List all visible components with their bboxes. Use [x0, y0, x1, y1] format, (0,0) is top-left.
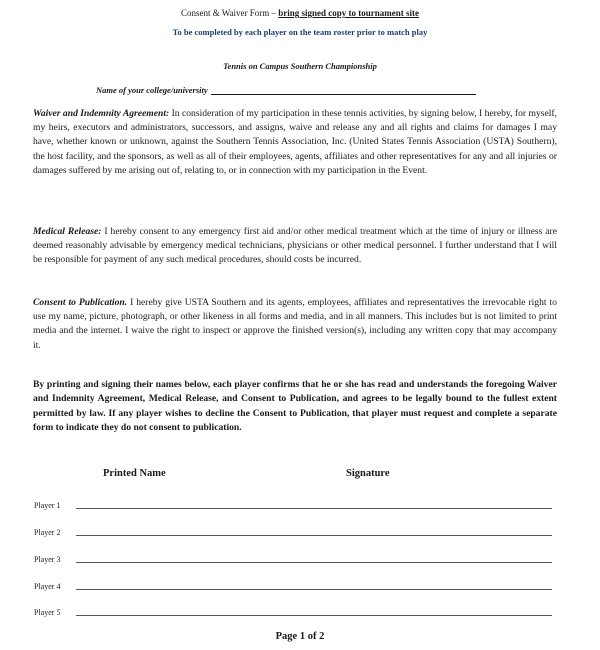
player-row-4 — [34, 579, 564, 593]
player-row-2 — [34, 525, 564, 539]
publication-paragraph — [33, 296, 557, 353]
player-row-5 — [34, 605, 564, 619]
player-2-name-line[interactable] — [76, 535, 328, 536]
college-input-line[interactable] — [211, 85, 476, 95]
player-4-name-line[interactable] — [76, 589, 328, 590]
player-3-name-line[interactable] — [76, 562, 328, 563]
medical-paragraph — [33, 225, 557, 268]
waiver-text: In consideration of my participation in these tennis activities, by signing below, I hereby, for myself, my heirs, executors and administrators, successors, and assigns, waive and release any and all rights and claims for damages I may have, whether known or unknown, against the Southern Tennis Association, Inc. (United States Tennis Association (USTA) Southern), the host facility, and the sponsors, as well as all of their employees, agents, affiliates and other representatives for any and all injuries or damages suffered by me arising out of, relating to, or in connection with my participation in the Event. — [33, 108, 557, 176]
player-4-signature-line[interactable] — [316, 589, 552, 590]
college-label: Name of your college/university — [96, 85, 208, 95]
player-row-3 — [34, 552, 564, 566]
player-label: Player 3 — [34, 555, 61, 564]
player-label: Player 4 — [34, 582, 61, 591]
player-label: Player 1 — [34, 501, 61, 510]
player-row-1 — [34, 498, 564, 512]
page-number: Page 1 of 2 — [275, 631, 325, 642]
waiver-heading: Waiver and Indemnity Agreement: — [33, 108, 170, 119]
form-title — [0, 8, 600, 18]
form-subtitle: To be completed by each player on the team roster prior to match play — [172, 27, 428, 37]
publication-heading: Consent to Publication. — [33, 297, 128, 308]
player-5-name-line[interactable] — [76, 615, 328, 616]
player-1-signature-line[interactable] — [316, 508, 552, 509]
waiver-paragraph — [33, 107, 557, 178]
player-1-name-line[interactable] — [76, 508, 328, 509]
medical-text: I hereby consent to any emergency first aid and/or other medical treatment which at the time of injury or illness are deemed reasonably advisable by emergency medical technicians, physicians or other medical personnel. I further understand that I will be responsible for payment of any such medical procedures, should costs be incurred. — [33, 226, 557, 266]
player-3-signature-line[interactable] — [316, 562, 552, 563]
medical-heading: Medical Release: — [33, 226, 102, 237]
signature-header: Signature — [346, 468, 390, 479]
player-2-signature-line[interactable] — [316, 535, 552, 536]
player-label: Player 5 — [34, 608, 61, 617]
event-title: Tennis on Campus Southern Championship — [223, 61, 377, 71]
form-title-instruction: bring signed copy to tournament site — [278, 8, 420, 18]
player-5-signature-line[interactable] — [316, 615, 552, 616]
publication-text: I hereby give USTA Southern and its agents, employees, affiliates and representatives the irrevocable right to use my name, picture, photograph, or other likeness in all forms and media, and in all manners. This includes but is not limited to print media and the internet. I waive the right to inspect or approve the finished version(s), including any written copy that may accompany it. — [33, 297, 557, 351]
college-field — [96, 85, 476, 95]
form-title-plain: Consent & Waiver Form – — [180, 8, 279, 18]
acknowledgement-paragraph: By printing and signing their names below, each player confirms that he or she has read and understands the foregoing Waiver and Indemnity Agreement, Medical Release, and Consent to Publication, and agrees to be legally bound to the fullest extent permitted by law. If any player wishes to decline the Consent to Publication, that player must request and complete a separate form to indicate they do not consent to publication. — [33, 379, 557, 434]
printed-name-header: Printed Name — [103, 468, 166, 479]
player-label: Player 2 — [34, 528, 61, 537]
